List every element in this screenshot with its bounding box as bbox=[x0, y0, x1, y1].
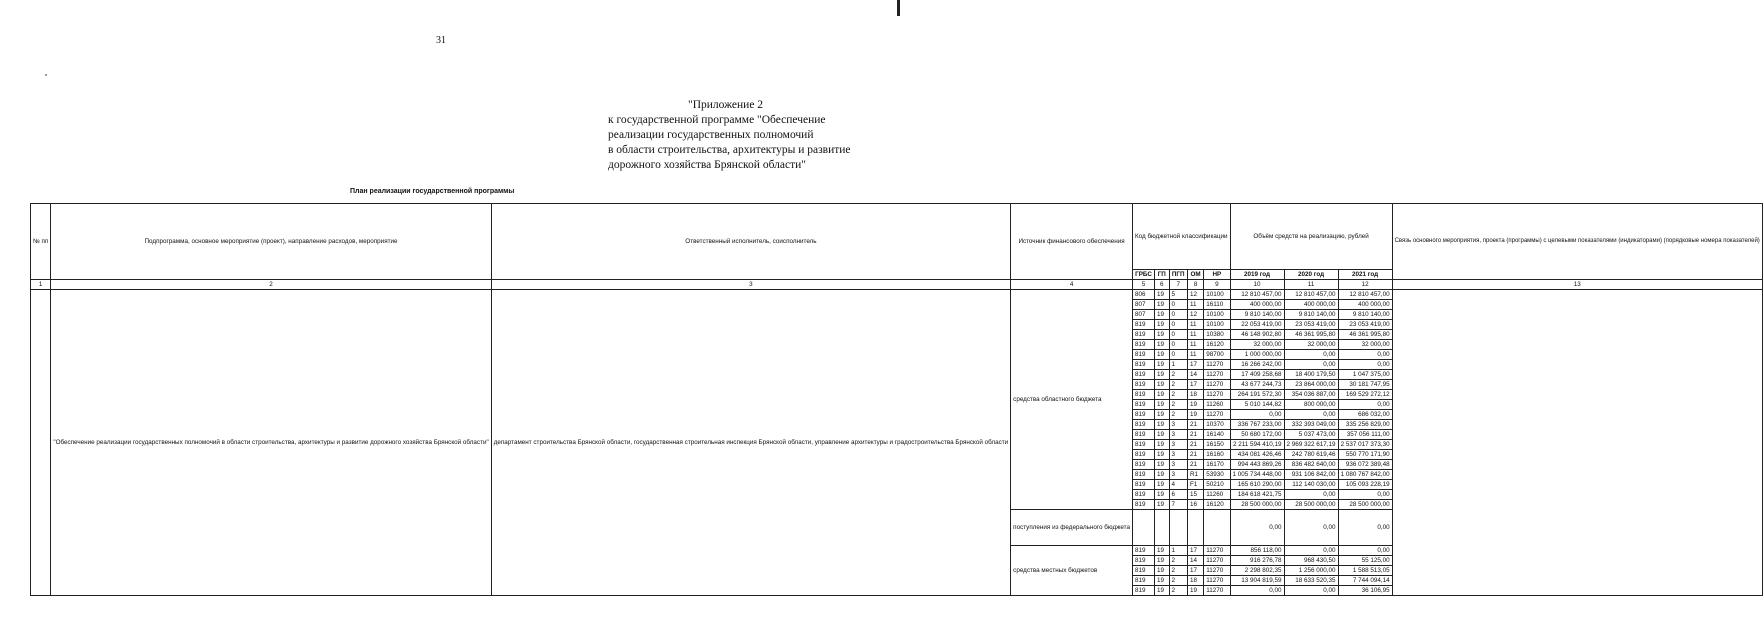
amount-2021: 1 588 513,05 bbox=[1338, 566, 1392, 576]
om-cell: F1 bbox=[1187, 480, 1203, 490]
amount-2021: 55 125,00 bbox=[1338, 556, 1392, 566]
nr-cell: 16150 bbox=[1204, 440, 1230, 450]
nr-cell: 10100 bbox=[1204, 310, 1230, 320]
subprogram-cell: "Обеспечение реализации государственных полномочий в области строительства, архитектуры и развитие дорожного хозяйства Брянской области" bbox=[51, 290, 491, 596]
amount-2020: 931 106 842,00 bbox=[1284, 470, 1338, 480]
amount-2019: 165 610 290,00 bbox=[1230, 480, 1284, 490]
amount-2019: 32 000,00 bbox=[1230, 340, 1284, 350]
amount-2019: 9 810 140,00 bbox=[1230, 310, 1284, 320]
column-number: 5 bbox=[1132, 280, 1154, 290]
pgp-cell: 2 bbox=[1169, 586, 1187, 596]
plan-table bbox=[30, 203, 1763, 596]
gp-cell: 19 bbox=[1155, 556, 1169, 566]
column-number: 13 bbox=[1392, 280, 1762, 290]
appendix-line: "Приложение 2 bbox=[688, 99, 764, 111]
header-2021: 2021 год bbox=[1338, 270, 1392, 280]
amount-2019: 856 118,00 bbox=[1230, 546, 1284, 556]
nr-cell: 11270 bbox=[1204, 586, 1230, 596]
header-executor: Ответственный исполнитель, соисполнитель bbox=[491, 204, 1010, 280]
grbs-cell bbox=[1132, 510, 1154, 546]
amount-2021: 28 500 000,00 bbox=[1338, 500, 1392, 510]
nr-cell: 11270 bbox=[1204, 566, 1230, 576]
grbs-cell: 819 bbox=[1132, 350, 1154, 360]
grbs-cell: 819 bbox=[1132, 330, 1154, 340]
column-number: 6 bbox=[1155, 280, 1169, 290]
nr-cell: 11270 bbox=[1204, 360, 1230, 370]
gp-cell: 19 bbox=[1155, 300, 1169, 310]
gp-cell: 19 bbox=[1155, 370, 1169, 380]
amount-2020: 1 256 000,00 bbox=[1284, 566, 1338, 576]
amount-2020: 0,00 bbox=[1284, 490, 1338, 500]
amount-2019: 0,00 bbox=[1230, 410, 1284, 420]
table-row bbox=[31, 290, 1763, 300]
nr-cell: 10370 bbox=[1204, 420, 1230, 430]
appendix-line: к государственной программе "Обеспечение bbox=[608, 114, 826, 126]
gp-cell: 19 bbox=[1155, 350, 1169, 360]
header-nr: НР bbox=[1204, 270, 1230, 280]
nr-cell: 11270 bbox=[1204, 556, 1230, 566]
amount-2021: 400 000,00 bbox=[1338, 300, 1392, 310]
gp-cell: 19 bbox=[1155, 500, 1169, 510]
grbs-cell: 819 bbox=[1132, 360, 1154, 370]
om-cell: 17 bbox=[1187, 566, 1203, 576]
amount-2021: 9 810 140,00 bbox=[1338, 310, 1392, 320]
grbs-cell: 807 bbox=[1132, 310, 1154, 320]
om-cell: 21 bbox=[1187, 430, 1203, 440]
gp-cell: 19 bbox=[1155, 586, 1169, 596]
column-number: 1 bbox=[31, 280, 51, 290]
grbs-cell: 819 bbox=[1132, 546, 1154, 556]
pgp-cell: 3 bbox=[1169, 420, 1187, 430]
grbs-cell: 819 bbox=[1132, 420, 1154, 430]
pgp-cell: 3 bbox=[1169, 450, 1187, 460]
appendix-line: в области строительства, архитектуры и развитие bbox=[608, 144, 851, 156]
pgp-cell: 0 bbox=[1169, 300, 1187, 310]
amount-2019: 0,00 bbox=[1230, 586, 1284, 596]
pgp-cell: 0 bbox=[1169, 340, 1187, 350]
amount-2020: 0,00 bbox=[1284, 510, 1338, 546]
om-cell: 19 bbox=[1187, 586, 1203, 596]
gp-cell: 19 bbox=[1155, 470, 1169, 480]
om-cell: 18 bbox=[1187, 576, 1203, 586]
gp-cell bbox=[1155, 510, 1169, 546]
column-number: 8 bbox=[1187, 280, 1203, 290]
om-cell: 11 bbox=[1187, 300, 1203, 310]
om-cell: 11 bbox=[1187, 350, 1203, 360]
grbs-cell: 819 bbox=[1132, 500, 1154, 510]
pgp-cell: 1 bbox=[1169, 360, 1187, 370]
page-number: 31 bbox=[436, 35, 446, 46]
amount-2019: 1 000 000,00 bbox=[1230, 350, 1284, 360]
grbs-cell: 819 bbox=[1132, 480, 1154, 490]
header-2020: 2020 год bbox=[1284, 270, 1338, 280]
grbs-cell: 819 bbox=[1132, 400, 1154, 410]
pgp-cell: 2 bbox=[1169, 370, 1187, 380]
nr-cell: 10380 bbox=[1204, 330, 1230, 340]
amount-2019: 50 680 172,00 bbox=[1230, 430, 1284, 440]
amount-2021: 0,00 bbox=[1338, 350, 1392, 360]
amount-2021: 550 770 171,90 bbox=[1338, 450, 1392, 460]
grbs-cell: 819 bbox=[1132, 566, 1154, 576]
om-cell: 21 bbox=[1187, 440, 1203, 450]
amount-2019: 400 000,00 bbox=[1230, 300, 1284, 310]
amount-2019: 13 904 819,59 bbox=[1230, 576, 1284, 586]
scan-dot bbox=[45, 74, 47, 76]
gp-cell: 19 bbox=[1155, 480, 1169, 490]
amount-2021: 335 256 829,00 bbox=[1338, 420, 1392, 430]
nr-cell: 11270 bbox=[1204, 576, 1230, 586]
gp-cell: 19 bbox=[1155, 460, 1169, 470]
nr-cell: 11270 bbox=[1204, 410, 1230, 420]
amount-2021: 0,00 bbox=[1338, 490, 1392, 500]
amount-2021: 1 080 767 842,00 bbox=[1338, 470, 1392, 480]
gp-cell: 19 bbox=[1155, 330, 1169, 340]
column-number: 9 bbox=[1204, 280, 1230, 290]
pgp-cell: 4 bbox=[1169, 480, 1187, 490]
grbs-cell: 819 bbox=[1132, 586, 1154, 596]
om-cell: 16 bbox=[1187, 500, 1203, 510]
gp-cell: 19 bbox=[1155, 430, 1169, 440]
header-no: № пп bbox=[31, 204, 51, 280]
om-cell: 12 bbox=[1187, 290, 1203, 300]
gp-cell: 19 bbox=[1155, 490, 1169, 500]
om-cell: 14 bbox=[1187, 370, 1203, 380]
amount-2020: 800 000,00 bbox=[1284, 400, 1338, 410]
amount-2021: 36 106,95 bbox=[1338, 586, 1392, 596]
gp-cell: 19 bbox=[1155, 440, 1169, 450]
grbs-cell: 819 bbox=[1132, 320, 1154, 330]
pgp-cell: 2 bbox=[1169, 556, 1187, 566]
amount-2020: 32 000,00 bbox=[1284, 340, 1338, 350]
grbs-cell: 819 bbox=[1132, 576, 1154, 586]
amount-2021: 936 072 389,48 bbox=[1338, 460, 1392, 470]
column-number: 12 bbox=[1338, 280, 1392, 290]
gp-cell: 19 bbox=[1155, 566, 1169, 576]
amount-2019: 336 767 233,00 bbox=[1230, 420, 1284, 430]
pgp-cell: 2 bbox=[1169, 566, 1187, 576]
pgp-cell: 3 bbox=[1169, 430, 1187, 440]
amount-2020: 2 969 322 617,19 bbox=[1284, 440, 1338, 450]
gp-cell: 19 bbox=[1155, 400, 1169, 410]
om-cell: 11 bbox=[1187, 330, 1203, 340]
amount-2021: 23 053 419,00 bbox=[1338, 320, 1392, 330]
gp-cell: 19 bbox=[1155, 310, 1169, 320]
gp-cell: 19 bbox=[1155, 450, 1169, 460]
amount-2020: 968 430,50 bbox=[1284, 556, 1338, 566]
header-subprogram: Подпрограмма, основное мероприятие (проект), направление расходов, мероприятие bbox=[51, 204, 491, 280]
column-number: 10 bbox=[1230, 280, 1284, 290]
header-budget-code: Код бюджетной классификации bbox=[1132, 204, 1230, 270]
header-gp: ГП bbox=[1155, 270, 1169, 280]
amount-2019: 184 618 421,75 bbox=[1230, 490, 1284, 500]
om-cell: 17 bbox=[1187, 360, 1203, 370]
om-cell: 17 bbox=[1187, 380, 1203, 390]
grbs-cell: 819 bbox=[1132, 470, 1154, 480]
amount-2021: 686 032,00 bbox=[1338, 410, 1392, 420]
pgp-cell: 2 bbox=[1169, 400, 1187, 410]
om-cell: 18 bbox=[1187, 390, 1203, 400]
nr-cell: 11270 bbox=[1204, 390, 1230, 400]
amount-2021: 0,00 bbox=[1338, 510, 1392, 546]
amount-2019: 46 148 902,80 bbox=[1230, 330, 1284, 340]
amount-2020: 23 864 000,00 bbox=[1284, 380, 1338, 390]
grbs-cell: 819 bbox=[1132, 460, 1154, 470]
source-regional-cell: средства областного бюджета bbox=[1011, 290, 1133, 510]
appendix-header bbox=[608, 98, 868, 173]
pgp-cell: 2 bbox=[1169, 390, 1187, 400]
nr-cell: 16120 bbox=[1204, 500, 1230, 510]
grbs-cell: 807 bbox=[1132, 300, 1154, 310]
gp-cell: 19 bbox=[1155, 420, 1169, 430]
amount-2020: 0,00 bbox=[1284, 410, 1338, 420]
indicator-link-cell bbox=[1392, 290, 1762, 596]
gp-cell: 19 bbox=[1155, 390, 1169, 400]
amount-2020: 23 053 419,00 bbox=[1284, 320, 1338, 330]
amount-2019: 994 443 869,26 bbox=[1230, 460, 1284, 470]
amount-2020: 5 037 473,00 bbox=[1284, 430, 1338, 440]
om-cell: 14 bbox=[1187, 556, 1203, 566]
header-link: Связь основного мероприятия, проекта (программы) с целевыми показателями (индикаторами) (порядковые номера показателей) bbox=[1392, 204, 1762, 280]
amount-2019: 264 191 572,30 bbox=[1230, 390, 1284, 400]
amount-2019: 1 005 734 448,00 bbox=[1230, 470, 1284, 480]
amount-2019: 17 409 258,68 bbox=[1230, 370, 1284, 380]
nr-cell: 10100 bbox=[1204, 290, 1230, 300]
nr-cell: 11270 bbox=[1204, 546, 1230, 556]
plan-title: План реализации государственной программы bbox=[350, 188, 515, 195]
pgp-cell: 2 bbox=[1169, 410, 1187, 420]
amount-2019: 2 211 594 410,19 bbox=[1230, 440, 1284, 450]
amount-2019: 916 276,78 bbox=[1230, 556, 1284, 566]
om-cell: 21 bbox=[1187, 460, 1203, 470]
row-number-cell bbox=[31, 290, 51, 596]
amount-2020: 18 400 179,50 bbox=[1284, 370, 1338, 380]
amount-2019: 22 053 419,00 bbox=[1230, 320, 1284, 330]
amount-2020: 400 000,00 bbox=[1284, 300, 1338, 310]
gp-cell: 19 bbox=[1155, 360, 1169, 370]
pgp-cell: 2 bbox=[1169, 576, 1187, 586]
amount-2020: 112 140 030,00 bbox=[1284, 480, 1338, 490]
appendix-line: реализации государственных полномочий bbox=[608, 129, 814, 141]
amount-2020: 0,00 bbox=[1284, 360, 1338, 370]
amount-2020: 9 810 140,00 bbox=[1284, 310, 1338, 320]
page-edge-mark bbox=[897, 0, 900, 16]
amount-2021: 46 361 995,80 bbox=[1338, 330, 1392, 340]
grbs-cell: 819 bbox=[1132, 380, 1154, 390]
grbs-cell: 819 bbox=[1132, 340, 1154, 350]
nr-cell: 11260 bbox=[1204, 400, 1230, 410]
amount-2020: 0,00 bbox=[1284, 350, 1338, 360]
grbs-cell: 819 bbox=[1132, 440, 1154, 450]
amount-2019: 16 266 242,00 bbox=[1230, 360, 1284, 370]
source-local-cell: средства местных бюджетов bbox=[1011, 546, 1133, 596]
gp-cell: 19 bbox=[1155, 340, 1169, 350]
gp-cell: 19 bbox=[1155, 576, 1169, 586]
pgp-cell: 3 bbox=[1169, 440, 1187, 450]
om-cell: 19 bbox=[1187, 410, 1203, 420]
appendix-line: дорожного хозяйства Брянской области" bbox=[608, 159, 806, 171]
amount-2019: 28 500 000,00 bbox=[1230, 500, 1284, 510]
nr-cell: 10100 bbox=[1204, 320, 1230, 330]
header-om: ОМ bbox=[1187, 270, 1203, 280]
amount-2019: 5 010 144,82 bbox=[1230, 400, 1284, 410]
nr-cell: 16140 bbox=[1204, 430, 1230, 440]
amount-2021: 2 537 017 373,30 bbox=[1338, 440, 1392, 450]
pgp-cell: 7 bbox=[1169, 500, 1187, 510]
amount-2020: 28 500 000,00 bbox=[1284, 500, 1338, 510]
nr-cell: 98700 bbox=[1204, 350, 1230, 360]
pgp-cell: 0 bbox=[1169, 350, 1187, 360]
om-cell: 11 bbox=[1187, 340, 1203, 350]
grbs-cell: 819 bbox=[1132, 410, 1154, 420]
nr-cell: 11260 bbox=[1204, 490, 1230, 500]
executor-cell: департамент строительства Брянской области, государственная строительная инспекция Брянской области, управление архитектуры и градостроительства Брянской области bbox=[491, 290, 1010, 596]
amount-2020: 12 810 457,00 bbox=[1284, 290, 1338, 300]
grbs-cell: 806 bbox=[1132, 290, 1154, 300]
om-cell: 19 bbox=[1187, 400, 1203, 410]
column-number: 7 bbox=[1169, 280, 1187, 290]
column-number: 2 bbox=[51, 280, 491, 290]
nr-cell: 16160 bbox=[1204, 450, 1230, 460]
om-cell: 12 bbox=[1187, 310, 1203, 320]
grbs-cell: 819 bbox=[1132, 490, 1154, 500]
pgp-cell: 1 bbox=[1169, 546, 1187, 556]
amount-2020: 18 633 520,35 bbox=[1284, 576, 1338, 586]
pgp-cell: 0 bbox=[1169, 320, 1187, 330]
amount-2020: 332 393 049,00 bbox=[1284, 420, 1338, 430]
nr-cell: 50210 bbox=[1204, 480, 1230, 490]
grbs-cell: 819 bbox=[1132, 390, 1154, 400]
nr-cell: 11270 bbox=[1204, 380, 1230, 390]
amount-2021: 1 047 375,00 bbox=[1338, 370, 1392, 380]
amount-2020: 0,00 bbox=[1284, 546, 1338, 556]
header-grbs: ГРБС bbox=[1132, 270, 1154, 280]
pgp-cell: 5 bbox=[1169, 290, 1187, 300]
grbs-cell: 819 bbox=[1132, 430, 1154, 440]
om-cell: 21 bbox=[1187, 420, 1203, 430]
amount-2021: 357 056 111,00 bbox=[1338, 430, 1392, 440]
pgp-cell: 2 bbox=[1169, 380, 1187, 390]
column-number: 11 bbox=[1284, 280, 1338, 290]
column-number: 4 bbox=[1011, 280, 1133, 290]
amount-2020: 354 036 887,00 bbox=[1284, 390, 1338, 400]
pgp-cell bbox=[1169, 510, 1187, 546]
header-source: Источник финансового обеспечения bbox=[1011, 204, 1133, 280]
pgp-cell: 0 bbox=[1169, 310, 1187, 320]
pgp-cell: 3 bbox=[1169, 470, 1187, 480]
amount-2019: 12 810 457,00 bbox=[1230, 290, 1284, 300]
nr-cell bbox=[1204, 510, 1230, 546]
nr-cell: 16170 bbox=[1204, 460, 1230, 470]
amount-2020: 0,00 bbox=[1284, 586, 1338, 596]
nr-cell: 16120 bbox=[1204, 340, 1230, 350]
amount-2021: 32 000,00 bbox=[1338, 340, 1392, 350]
om-cell: 17 bbox=[1187, 546, 1203, 556]
amount-2021: 169 529 272,12 bbox=[1338, 390, 1392, 400]
source-federal-cell: поступления из федерального бюджета bbox=[1011, 510, 1133, 546]
amount-2021: 7 744 094,14 bbox=[1338, 576, 1392, 586]
amount-2019: 434 081 426,46 bbox=[1230, 450, 1284, 460]
amount-2021: 0,00 bbox=[1338, 360, 1392, 370]
om-cell: 21 bbox=[1187, 450, 1203, 460]
gp-cell: 19 bbox=[1155, 320, 1169, 330]
gp-cell: 19 bbox=[1155, 290, 1169, 300]
grbs-cell: 819 bbox=[1132, 370, 1154, 380]
amount-2019: 2 298 802,35 bbox=[1230, 566, 1284, 576]
column-numbers-row bbox=[31, 280, 1763, 290]
gp-cell: 19 bbox=[1155, 410, 1169, 420]
amount-2021: 0,00 bbox=[1338, 546, 1392, 556]
header-pgp: ПГП bbox=[1169, 270, 1187, 280]
amount-2020: 836 482 640,00 bbox=[1284, 460, 1338, 470]
amount-2020: 46 361 995,80 bbox=[1284, 330, 1338, 340]
grbs-cell: 819 bbox=[1132, 450, 1154, 460]
amount-2020: 242 780 619,46 bbox=[1284, 450, 1338, 460]
gp-cell: 19 bbox=[1155, 380, 1169, 390]
amount-2021: 105 093 228,19 bbox=[1338, 480, 1392, 490]
nr-cell: 53930 bbox=[1204, 470, 1230, 480]
amount-2021: 12 810 457,00 bbox=[1338, 290, 1392, 300]
om-cell bbox=[1187, 510, 1203, 546]
om-cell: R1 bbox=[1187, 470, 1203, 480]
amount-2019: 43 677 244,73 bbox=[1230, 380, 1284, 390]
om-cell: 15 bbox=[1187, 490, 1203, 500]
grbs-cell: 819 bbox=[1132, 556, 1154, 566]
header-2019: 2019 год bbox=[1230, 270, 1284, 280]
amount-2019: 0,00 bbox=[1230, 510, 1284, 546]
column-number: 3 bbox=[491, 280, 1010, 290]
nr-cell: 16110 bbox=[1204, 300, 1230, 310]
pgp-cell: 3 bbox=[1169, 460, 1187, 470]
pgp-cell: 0 bbox=[1169, 330, 1187, 340]
amount-2021: 30 181 747,95 bbox=[1338, 380, 1392, 390]
nr-cell: 11270 bbox=[1204, 370, 1230, 380]
pgp-cell: 6 bbox=[1169, 490, 1187, 500]
gp-cell: 19 bbox=[1155, 546, 1169, 556]
header-volume: Объём средств на реализацию, рублей bbox=[1230, 204, 1392, 270]
amount-2021: 0,00 bbox=[1338, 400, 1392, 410]
om-cell: 11 bbox=[1187, 320, 1203, 330]
